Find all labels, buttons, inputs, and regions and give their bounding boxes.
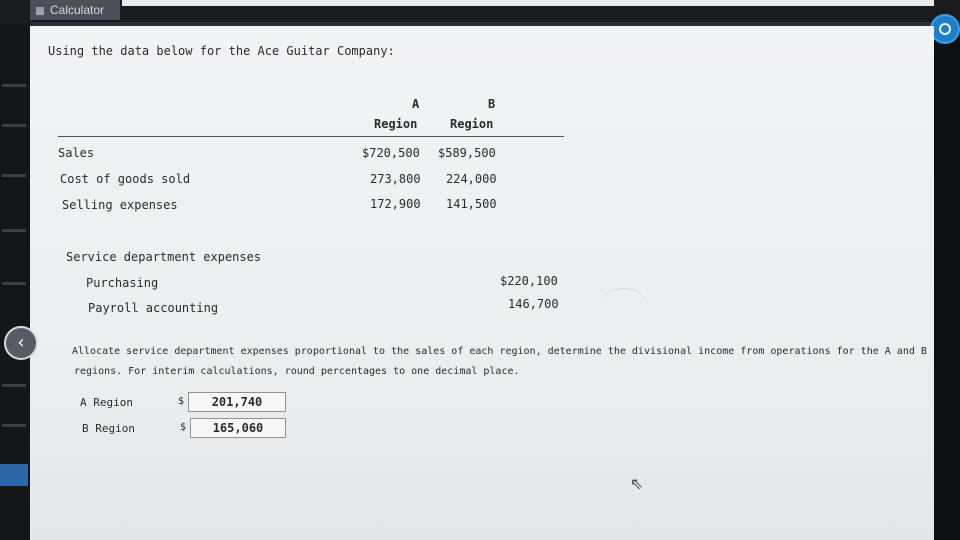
strip-line xyxy=(2,174,26,177)
service-purchasing-label: Purchasing xyxy=(86,276,159,290)
strip-line xyxy=(2,124,26,127)
row-selling-b: 141,500 xyxy=(446,197,497,211)
help-icon[interactable] xyxy=(930,14,960,44)
row-selling-a: 172,900 xyxy=(370,197,421,211)
chevron-left-icon: ‹ xyxy=(17,332,25,353)
intro-text: Using the data below for the Ace Guitar Company: xyxy=(48,44,395,58)
row-selling-label: Selling expenses xyxy=(62,198,178,212)
answer-b-input[interactable]: 165,060 xyxy=(190,418,286,438)
calculator-tab[interactable] xyxy=(30,0,120,20)
right-strip xyxy=(934,24,960,540)
service-payroll-label: Payroll accounting xyxy=(88,301,219,315)
top-bar xyxy=(0,0,960,24)
strip-line xyxy=(2,229,26,232)
service-heading: Service department expenses xyxy=(66,250,262,264)
answer-b-label: B Region xyxy=(82,422,135,435)
row-cogs-b: 224,000 xyxy=(446,172,497,186)
back-button[interactable] xyxy=(4,326,38,360)
col-a-label: Region xyxy=(374,117,418,131)
service-payroll-value: 146,700 xyxy=(508,297,559,311)
strip-line xyxy=(2,384,26,387)
col-a-letter: A xyxy=(412,97,420,111)
left-strip xyxy=(0,24,30,540)
calculator-tab-label: Calculator xyxy=(50,3,105,17)
row-sales-b: $589,500 xyxy=(438,146,496,160)
strip-line xyxy=(2,424,26,427)
left-active-indicator xyxy=(0,464,28,486)
strip-line xyxy=(2,84,26,87)
answer-a-input[interactable]: 201,740 xyxy=(188,392,286,412)
answer-a-currency: $ xyxy=(178,396,185,407)
instructions-line-1: Allocate service department expenses proportional to the sales of each region, determine the divisional income from operations for the A and B xyxy=(72,346,927,357)
service-purchasing-value: $220,100 xyxy=(500,274,558,288)
question-panel xyxy=(30,26,934,540)
answer-a-label: A Region xyxy=(80,396,133,409)
row-sales-label: Sales xyxy=(58,146,95,160)
header-divider xyxy=(58,136,564,137)
top-edge xyxy=(122,0,934,6)
col-b-label: Region xyxy=(450,117,494,131)
answer-b-currency: $ xyxy=(180,422,187,433)
row-sales-a: $720,500 xyxy=(362,146,420,160)
row-cogs-a: 273,800 xyxy=(370,172,421,186)
row-cogs-label: Cost of goods sold xyxy=(60,172,191,186)
calculator-icon xyxy=(36,7,44,15)
strip-line xyxy=(2,282,26,285)
col-b-letter: B xyxy=(488,97,496,111)
instructions-line-2: regions. For interim calculations, round percentages to one decimal place. xyxy=(74,366,520,377)
mouse-cursor-icon: ⇖ xyxy=(630,474,644,493)
decor-arc xyxy=(600,288,646,319)
